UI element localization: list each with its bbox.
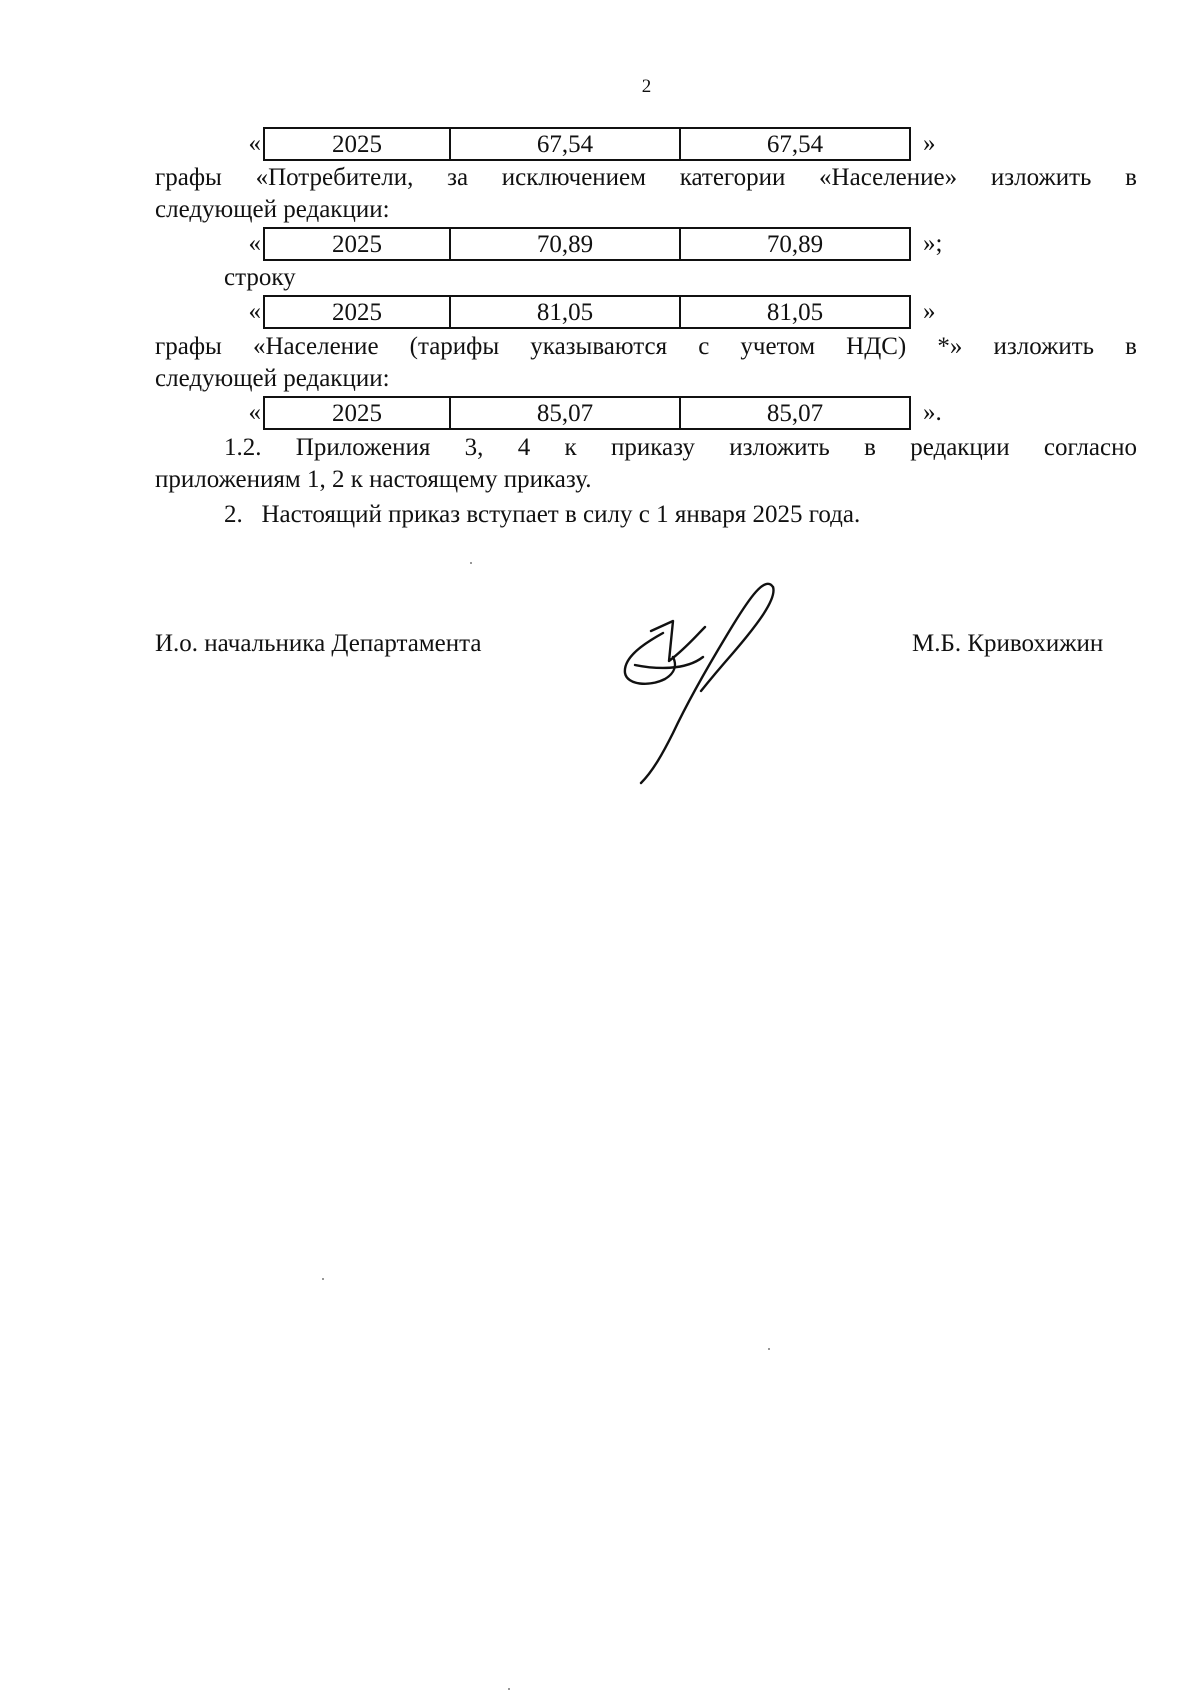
- quote-open: «: [248, 399, 261, 426]
- paragraph-line: строку: [224, 264, 296, 291]
- paragraph-line: 1.2. Приложения 3, 4 к приказу изложить в редакции согласно: [224, 434, 1137, 461]
- paragraph-line: графы «Потребители, за исключением категории «Население» изложить в: [155, 164, 1137, 191]
- paragraph-line: следующей редакции:: [155, 365, 390, 392]
- tariff-table: [263, 396, 911, 430]
- paragraph-line: графы «Население (тарифы указываются с учетом НДС) *» изложить в: [155, 333, 1137, 360]
- scan-speck: [508, 1688, 510, 1690]
- scan-speck: [470, 562, 472, 564]
- cell-value-1: 81,05: [451, 297, 681, 327]
- quote-open: «: [248, 230, 261, 257]
- tariff-table: [263, 227, 911, 261]
- quote-open: «: [248, 298, 261, 325]
- quote-close: »;: [923, 230, 943, 257]
- paragraph-line: приложениям 1, 2 к настоящему приказу.: [155, 466, 592, 493]
- tariff-table: [263, 295, 911, 329]
- quote-close: »: [923, 298, 936, 325]
- cell-year: 2025: [265, 129, 451, 159]
- signatory-position: И.о. начальника Департамента: [155, 630, 482, 657]
- scan-speck: [768, 1348, 770, 1350]
- cell-value-1: 85,07: [451, 398, 681, 428]
- cell-value-1: 67,54: [451, 129, 681, 159]
- cell-value-2: 70,89: [766, 231, 824, 258]
- cell-year: 2025: [265, 398, 451, 428]
- cell-value-2: 67,54: [766, 131, 824, 158]
- quote-open: «: [248, 130, 261, 157]
- cell-value-2: 81,05: [766, 299, 824, 326]
- signature-image: [615, 575, 815, 785]
- cell-value-2: 85,07: [766, 400, 824, 427]
- scan-speck: [322, 1278, 324, 1280]
- quote-close: ».: [923, 399, 942, 426]
- cell-year: 2025: [265, 229, 451, 259]
- cell-year: 2025: [265, 297, 451, 327]
- page-number: 2: [641, 76, 652, 97]
- quote-close: »: [923, 130, 936, 157]
- paragraph-line: следующей редакции:: [155, 196, 390, 223]
- cell-value-1: 70,89: [451, 229, 681, 259]
- signatory-name: М.Б. Кривохижин: [912, 630, 1104, 657]
- paragraph-line: 2. Настоящий приказ вступает в силу с 1 января 2025 года.: [224, 501, 861, 528]
- tariff-table: [263, 127, 911, 161]
